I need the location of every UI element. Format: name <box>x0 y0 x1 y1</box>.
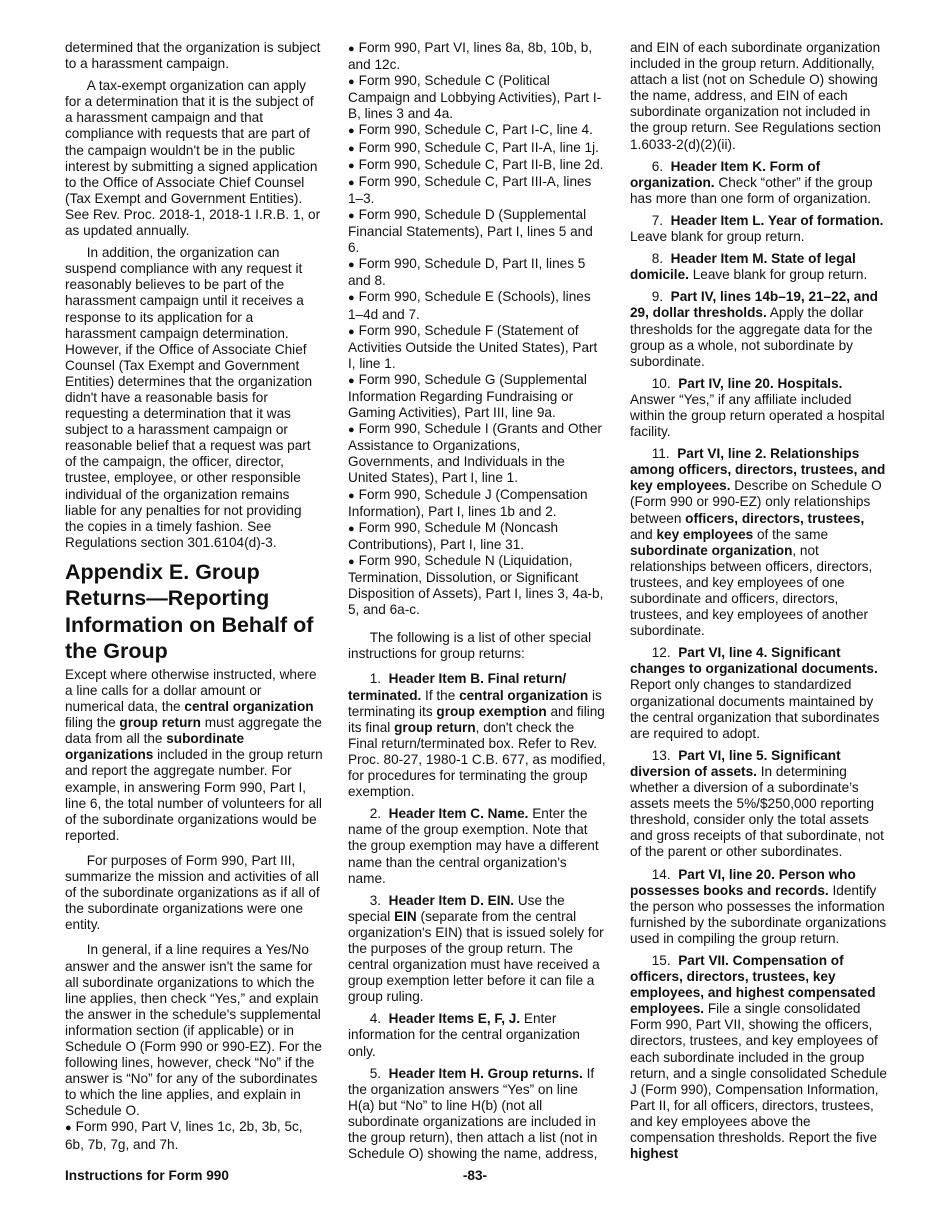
column-1 <box>65 40 323 1153</box>
bullet-icon: ● <box>348 159 355 172</box>
list-item: ● Form 990, Schedule D, Part II, lines 5 and 8. <box>348 256 586 289</box>
paragraph: Except where otherwise instructed, where a line calls for a dollar amount or numerical data, the central organization filing the group return must aggregate the data from all the subordinate organizations included in the group return and report the aggregate number. For example, in answering Form 990, Part I, line 6, the total number of volunteers for all of the subordinate organizations would be reported. <box>65 666 323 843</box>
bullet-icon: ● <box>348 424 355 437</box>
bullet-icon: ● <box>348 555 355 568</box>
paragraph: A tax-exempt organization can apply for a determination that it is the subject of a harassment campaign and that compliance with requests that are part of the campaign wouldn't be in the public interest by submitting a signed application to the Office of Associate Chief Counsel (Tax Exempt and Government Entities). See Rev. Proc. 2018-1, 2018-1 I.R.B. 1, or as updated annually. <box>65 78 321 239</box>
list-item: ● Form 990, Schedule M (Noncash Contributions), Part I, line 31. <box>348 519 559 552</box>
footer-title: Instructions for Form 990 <box>65 1168 229 1183</box>
bullet-icon: ● <box>348 142 355 155</box>
instruction-item-11: 11. Part VI, line 2. Relationships among officers, directors, trustees, and key employees. Describe on Schedule O (Form 990 or 990-EZ) only relationships between officers, directors, trustees, and key employees of the same subordinate organization, not relationships between officers, directors, trustees, and key employees of one subordinate and officers, directors, trustees, and key employees of another subordinate. <box>630 446 886 639</box>
bullet-icon: ● <box>348 325 355 338</box>
instruction-item-14: 14. Part VI, line 20. Person who possesses books and records. Identify the person who possesses the information furnished by the subordinate organizations used in compiling the group return. <box>630 866 887 946</box>
list-item: ● Form 990, Schedule N (Liquidation, Termination, Dissolution, or Significant Disposition of Assets), Part I, lines 3, 4a-b, 5, and 6a-c. <box>348 552 604 618</box>
appendix-e-heading: Appendix E. Group Returns—Reporting Information on Behalf of the Group <box>65 559 314 664</box>
instruction-item-15: 15. Part VII. Compensation of officers, directors, trustees, key employees, and highest compensated employees. File a single consolidated Form 990, Part VII, showing the officers, directors, trustees, and key employees of each subordinate included in the group return, and a single consolidated Schedule J (Form 990), Compensation Information, Part II, for all officers, directors, trustees, and key employees above the compensation thresholds. Report the five highest <box>630 952 887 1162</box>
bullet-icon: ● <box>348 125 355 138</box>
paragraph: determined that the organization is subject to a harassment campaign. <box>65 40 321 72</box>
list-item: ● Form 990, Schedule F (Statement of Activities Outside the United States), Part I, line 1. <box>348 322 598 371</box>
instruction-item-3: 3. Header Item D. EIN. Use the special EIN (separate from the central organization's EIN) that is issued solely for the purposes of the group return. The central organization must have received a group exemption letter before it can file a group ruling. <box>348 892 604 1005</box>
paragraph: In general, if a line requires a Yes/No answer and the answer isn't the same for all subordinate organizations to which the line applies, then check “Yes,” and explain the answer in the schedule's supplemental information section (if applicable) or in Schedule O (Form 990 or 990-EZ). For the following lines, however, check “No” if the answer is “No” for any of the subordinates to which the line applies, and explain in Schedule O. <box>65 942 322 1119</box>
bullet-icon: ● <box>348 176 355 189</box>
list-item: ● Form 990, Part V, lines 1c, 2b, 3b, 5c, 6b, 7b, 7g, and 7h. <box>65 1119 303 1152</box>
instruction-item-8: 8. Header Item M. State of legal domicile. Leave blank for group return. <box>630 251 868 283</box>
bullet-icon: ● <box>348 292 355 305</box>
instruction-item-7: 7. Header Item L. Year of formation. Leave blank for group return. <box>630 212 884 245</box>
list-item: ● Form 990, Schedule E (Schools), lines 1–4d and 7. <box>348 289 591 322</box>
list-item: ● Form 990, Schedule J (Compensation Information), Part I, lines 1b and 2. <box>348 486 588 519</box>
bullet-icon: ● <box>348 209 355 222</box>
instruction-item-13: 13. Part VI, line 5. Significant diversion of assets. In determining whether a diversion of a subordinate’s assets meets the 5%/$250,000 reporting threshold, consider only the total assets and gross receipts of that subordinate, not of the parent or other subordinates. <box>630 747 884 860</box>
instruction-item-6: 6. Header Item K. Form of organization. Check “other” if the group has more than one form of organization. <box>630 158 873 206</box>
bullet-icon: ● <box>348 43 355 55</box>
instruction-item-12: 12. Part VI, line 4. Significant changes to organizational documents. Report only changes to standardized organizational documents maintained by the central organization that subordinates are required to adopt. <box>630 645 880 741</box>
list-item: ● Form 990, Part VI, lines 8a, 8b, 10b, b, and 12c. <box>348 40 593 73</box>
list-item: ● Form 990, Schedule G (Supplemental Information Regarding Fundraising or Gaming Activities), Part III, line 9a. <box>348 371 587 421</box>
instruction-item-4: 4. Header Items E, F, J. Enter information for the central organization only. <box>348 1011 580 1059</box>
list-item: ● Form 990, Schedule C, Part III-A, lines 1–3. <box>348 173 592 206</box>
instruction-item-2: 2. Header Item C. Name. Enter the name of the group exemption. Note that the group exemption may have a different name than the central organization's name. <box>348 806 599 886</box>
column-2 <box>348 40 606 1168</box>
instruction-item-5: 5. Header Item H. Group returns. If the organization answers “Yes” on line H(a) but “No” to line H(b) (not all subordinate organizations are included in the group return), then attach a list (not in Schedule O) showing the name, address, <box>348 1065 598 1162</box>
instruction-item-10: 10. Part IV, line 20. Hospitals. Answer “Yes,” if any affiliate included within the group return operated a hospital facility. <box>630 375 885 440</box>
paragraph: The following is a list of other special instructions for group returns: <box>348 630 592 662</box>
bullet-icon: ● <box>348 76 355 89</box>
bullet-icon: ● <box>65 1122 72 1135</box>
paragraph: For purposes of Form 990, Part III, summarize the mission and activities of all of the subordinate organizations as if all of the subordinate organizations were one entity. <box>65 852 320 933</box>
bullet-icon: ● <box>348 489 355 502</box>
list-item: ● Form 990, Schedule I (Grants and Other Assistance to Organizations, Governments, and Individuals in the United States), Part I, line 1. <box>348 421 602 486</box>
instruction-item-1: 1. Header Item B. Final return/ terminated. If the central organization is terminating its group exemption and filing its final group return, don't check the Final return/terminated box. Refer to Rev. Proc. 80-27, 1980-1 C.B. 677, as modified, for procedures for terminating the group exemption. <box>348 671 606 800</box>
bullet-icon: ● <box>348 259 355 272</box>
instruction-item-9: 9. Part IV, lines 14b–19, 21–22, and 29, dollar thresholds. Apply the dollar thresholds for the aggregate data for the group as a whole, not subordinate by subordinate. <box>630 289 878 369</box>
page-number: -83- <box>462 1168 488 1183</box>
list-item: ● Form 990, Schedule C, Part II-A, line 1j. <box>348 139 599 155</box>
list-item: ● Form 990, Schedule C, Part I-C, line 4. <box>348 122 593 138</box>
column-3 <box>630 40 888 1168</box>
list-item: ● Form 990, Schedule C (Political Campaign and Lobbying Activities), Part I-B, lines 3 and 4a. <box>348 73 602 122</box>
list-item: ● Form 990, Schedule C, Part II-B, line 2d. <box>348 156 604 172</box>
bullet-icon: ● <box>348 374 355 387</box>
bullet-icon: ● <box>348 522 355 535</box>
paragraph: and EIN of each subordinate organization included in the group return. Additionally, attach a list (not on Schedule O) showing the name, address, and EIN of each subordinate organization not included in the group return. See Regulations section 1.6033-2(d)(2)(ii). <box>630 40 881 152</box>
list-item: ● Form 990, Schedule D (Supplemental Financial Statements), Part I, lines 5 and 6. <box>348 206 593 256</box>
paragraph: In addition, the organization can suspend compliance with any request it reasonably believes to be part of the harassment campaign until it receives a response to its application for a harassment campaign determination. However, if the Office of Associate Chief Counsel (Tax Exempt and Government Entities) determines that the organization didn't have a reasonable basis for requesting a determination that it was subject to a harassment campaign or reasonable belief that a request was part of the campaign, the officer, director, trustee, employee, or other responsible individual of the organization remains liable for any penalties for not providing the copies in a timely fashion. See Regulations section 301.6104(d)-3. <box>65 245 313 550</box>
